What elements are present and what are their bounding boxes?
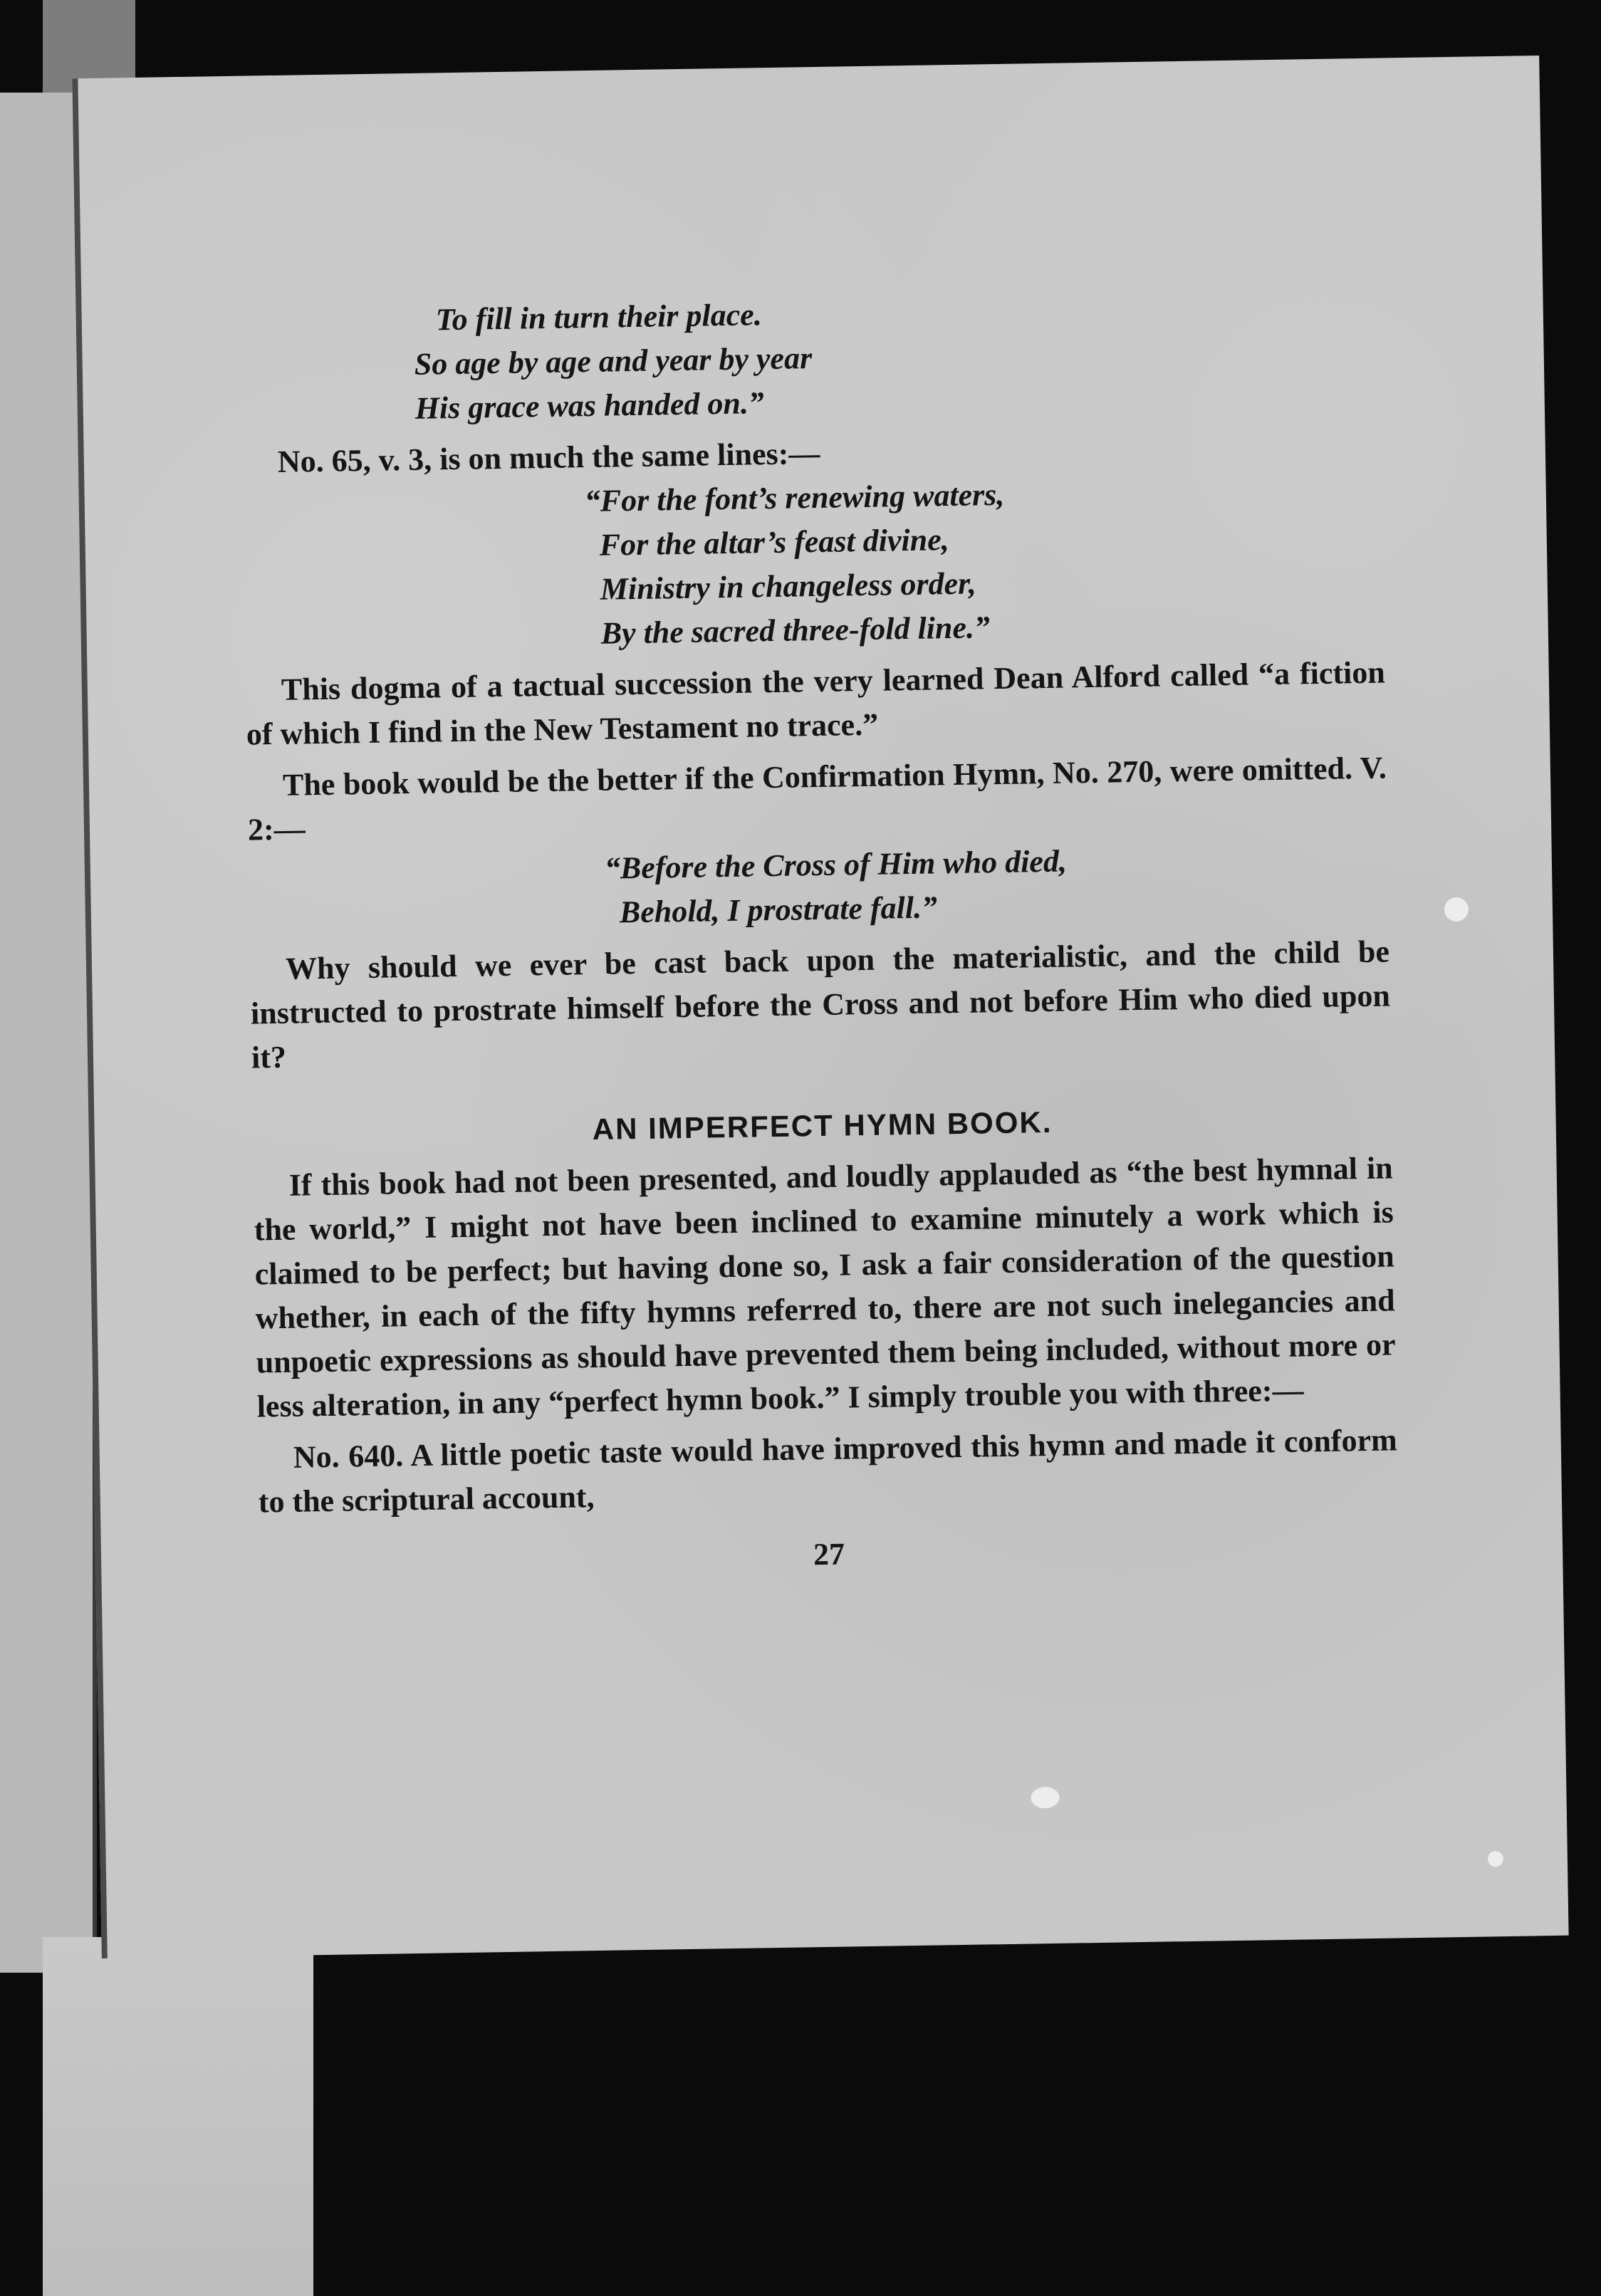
paragraph: [253, 1146, 1397, 1429]
tape-bottom: [43, 1937, 313, 2296]
paragraph-text: If this book had not been presented, and loudly applauded as “the best hymnal in the world,” I might not have been inclined to examine minutely a work which is claimed to be perfect; but having done so, I ask a fair consideration of the question whether, in each of the fifty hymns referred to, there are not such inelegancies and unpoetic expressions as should have prevented them being included, without more or less alteration, in any “perfect hymn book.” I simply trouble you with three:—: [254, 1150, 1396, 1424]
paper-speck: [1488, 1851, 1503, 1867]
verse-line: To fill in turn their place.: [435, 297, 763, 338]
verse-line: “Before the Cross of Him who died,: [604, 843, 1068, 886]
paragraph: [245, 650, 1386, 756]
paragraph-text: Why should we ever be cast back upon the materialistic, and the child be instructed to prostrate himself before the Cross and not before Him who died upon it?: [250, 934, 1391, 1075]
page-text: [239, 283, 1399, 1586]
paragraph: [247, 746, 1388, 852]
verse-line: His grace was handed on.”: [414, 385, 765, 426]
verse-block: [239, 283, 1381, 434]
verse-line: So age by age and year by year: [414, 340, 813, 382]
paragraph-text: The book would be the better if the Confirmation Hymn, No. 270, were omitted. V. 2:—: [247, 750, 1387, 847]
verse-block: [242, 467, 1384, 662]
verse-line: By the sacred three-fold line.”: [600, 610, 991, 651]
paragraph: [257, 1418, 1398, 1524]
paragraph-text: No. 65, v. 3, is on much the same lines:—: [277, 435, 820, 479]
paragraph-text: This dogma of a tactual succession the very learned Dean Alford called “a fiction of which I find in the New Testament no trace.”: [246, 654, 1386, 752]
paragraph-text: No. 640. A little poetic taste would have improved this hymn and made it conform to the scriptural account,: [258, 1422, 1398, 1520]
paper-speck: [1031, 1787, 1059, 1809]
page-number: 27: [813, 1536, 845, 1572]
book-page: [72, 56, 1568, 1958]
verse-line: Behold, I prostrate fall.”: [619, 889, 938, 930]
paper-speck: [1444, 897, 1469, 922]
verse-line: “For the font’s renewing waters,: [584, 476, 1005, 519]
verse-line: For the altar’s feast divine,: [599, 522, 950, 563]
section-heading: AN IMPERFECT HYMN BOOK.: [592, 1105, 1053, 1147]
verse-block: [248, 834, 1389, 940]
verse-line: Ministry in changeless order,: [600, 565, 977, 607]
paragraph: [250, 929, 1392, 1080]
